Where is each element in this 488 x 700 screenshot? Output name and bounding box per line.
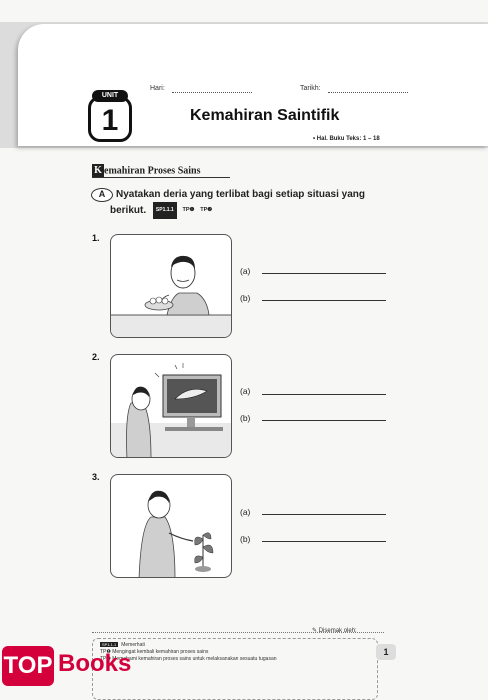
answer-label-a: (a) [240,386,251,396]
illustration-plant [110,474,232,578]
watermark-books: Books [58,650,132,677]
section-initial: K [92,164,104,177]
sp-code-tag: SP1.1.1 [153,202,177,219]
tarikh-label: Tarikh: [300,85,321,92]
footer-tp1-text: TP❶ Mengingat kembali kemahiran proses sains [100,649,209,655]
answer-line-a[interactable] [262,394,386,395]
section-title: emahiran Proses Sains [104,165,201,177]
section-underline [92,177,230,178]
answer-line-b[interactable] [262,541,386,542]
page-title: Kemahiran Saintifik [190,107,340,124]
question-number: 3. [92,472,100,482]
unit-badge [88,96,132,142]
illustration-tv [110,354,232,458]
plant-illustration-icon [111,475,232,578]
answer-label-b: (b) [240,293,251,303]
answer-line-a[interactable] [262,273,386,274]
instruction-text: Nyatakan deria yang terlibat bagi setiap situasi yang berikut. [110,189,365,217]
illustration-eating [110,234,232,338]
footer-tp2-text: TP❷ Memahami kemahiran proses sains untuk melaksanakan sesuatu tugasan [100,656,277,662]
answer-label-b: (b) [240,413,251,423]
page-number: 1 [376,644,396,660]
answer-label-a: (a) [240,507,251,517]
instruction [110,187,390,219]
unit-tab: UNIT [92,90,128,102]
tv-illustration-icon [111,355,232,458]
unit-number: 1 [101,104,119,137]
topbooks-watermark [2,646,132,686]
footer-divider [92,632,384,633]
answer-line-a[interactable] [262,514,386,515]
question-number: 2. [92,352,100,362]
tp2-tag: TP❷ [200,207,213,213]
answer-label-b: (b) [240,534,251,544]
footer-sp-text: Memerhati [121,642,145,648]
answer-label-a: (a) [240,266,251,276]
textbook-reference: • Hal. Buku Teks: 1 – 18 [313,136,380,142]
footer-sp-tag: SP1.1.1 [102,642,117,647]
tp1-tag: TP❶ [182,207,195,213]
instruction-marker: A [91,188,113,202]
answer-line-b[interactable] [262,300,386,301]
checked-by-label: ✎ Disemak oleh: [312,628,357,634]
answer-line-b[interactable] [262,420,386,421]
hari-label: Hari: [150,85,165,92]
question-number: 1. [92,233,100,243]
eating-illustration-icon [111,235,232,338]
tarikh-line [328,92,408,93]
watermark-top: TOP [2,646,54,686]
section-header [92,162,201,176]
hari-line [172,92,252,93]
